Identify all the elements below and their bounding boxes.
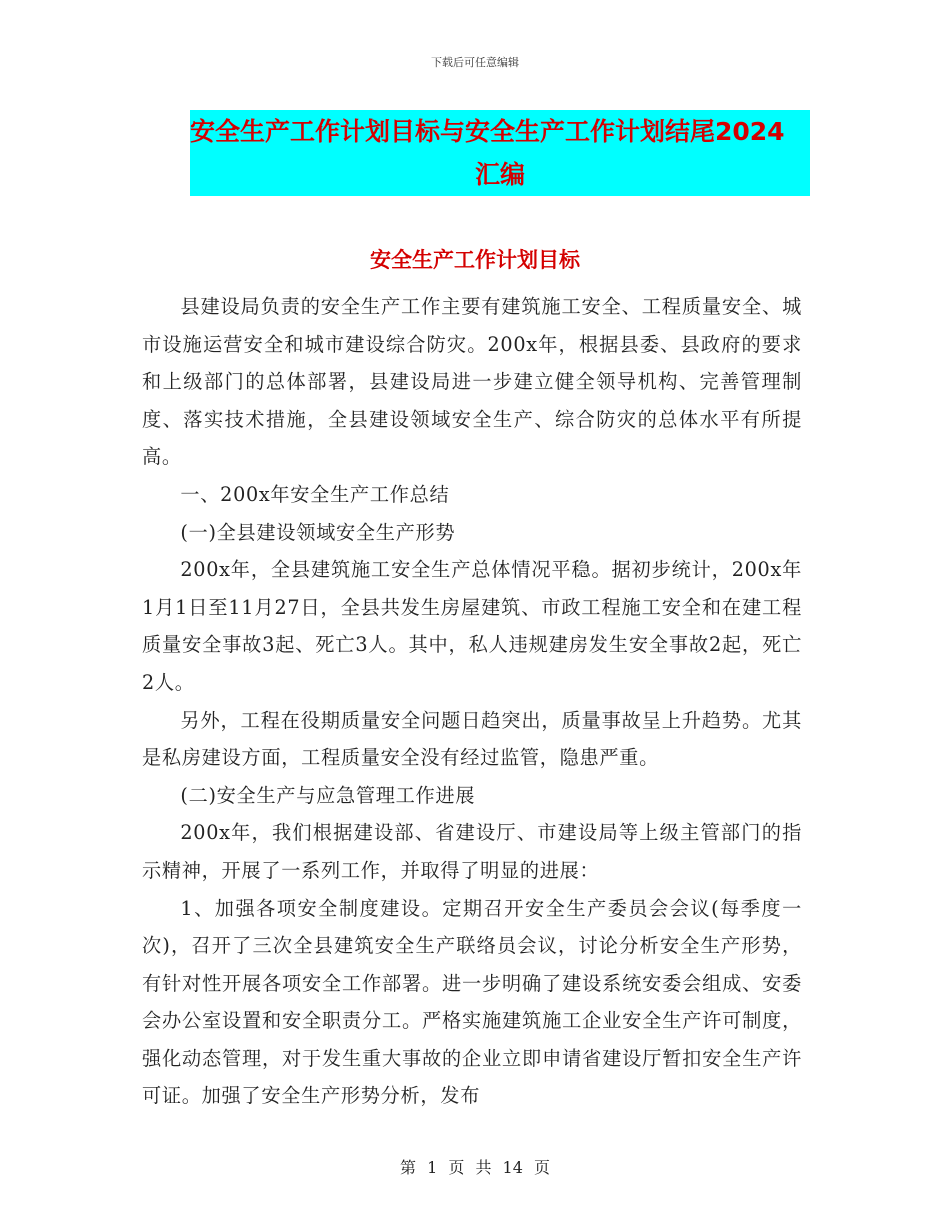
paragraph: 另外，工程在役期质量安全问题日趋突出，质量事故呈上升趋势。尤其是私房建设方面，工程质量安全没有经过监管，隐患严重。 — [142, 708, 802, 770]
paragraph: 一、200x年安全生产工作总结 — [180, 482, 450, 506]
header-note: 下载后可任意编辑 — [431, 56, 519, 69]
document-title-line-2: 汇编 — [474, 160, 525, 189]
paragraph: (二)安全生产与应急管理工作进展 — [180, 783, 476, 807]
section-title: 安全生产工作计划目标 — [370, 248, 580, 272]
paragraph: 1、加强各项安全制度建设。定期召开安全生产委员会会议(每季度一次)，召开了三次全县建筑安全生产联络员会议，讨论分析安全生产形势，有针对性开展各项安全工作部署。进一步明确了建设系统安委会组成、安委会办公室设置和安全职责分工。严格实施建筑施工企业安全生产许可制度，强化动态管理，对于发生重大事故的企业立即申请省建设厅暂扣安全生产许可证。加强了安全生产形势分析，发布 — [142, 896, 802, 1108]
paragraph: 县建设局负责的安全生产工作主要有建筑施工安全、工程质量安全、城市设施运营安全和城市建设综合防灾。200x年，根据县委、县政府的要求和上级部门的总体部署，县建设局进一步建立健全领导机构、完善管理制度、落实技术措施，全县建设领域安全生产、综合防灾的总体水平有所提高。 — [142, 295, 802, 469]
document-title-line-1: 安全生产工作计划目标与安全生产工作计划结尾2024 — [190, 117, 785, 146]
paragraph: 200x年，全县建筑施工安全生产总体情况平稳。据初步统计，200x年1月1日至11月27日，全县共发生房屋建筑、市政工程施工安全和在建工程质量安全事故3起、死亡3人。其中，私人违规建房发生安全事故2起，死亡2人。 — [142, 558, 802, 694]
paragraph: 200x年，我们根据建设部、省建设厅、市建设局等上级主管部门的指示精神，开展了一系列工作，并取得了明显的进展： — [142, 821, 802, 882]
paragraph: (一)全县建设领域安全生产形势 — [180, 520, 456, 544]
page-footer: 第 1 页 共 14 页 — [400, 1158, 550, 1177]
body-text — [142, 288, 802, 1115]
document-title — [190, 110, 810, 196]
